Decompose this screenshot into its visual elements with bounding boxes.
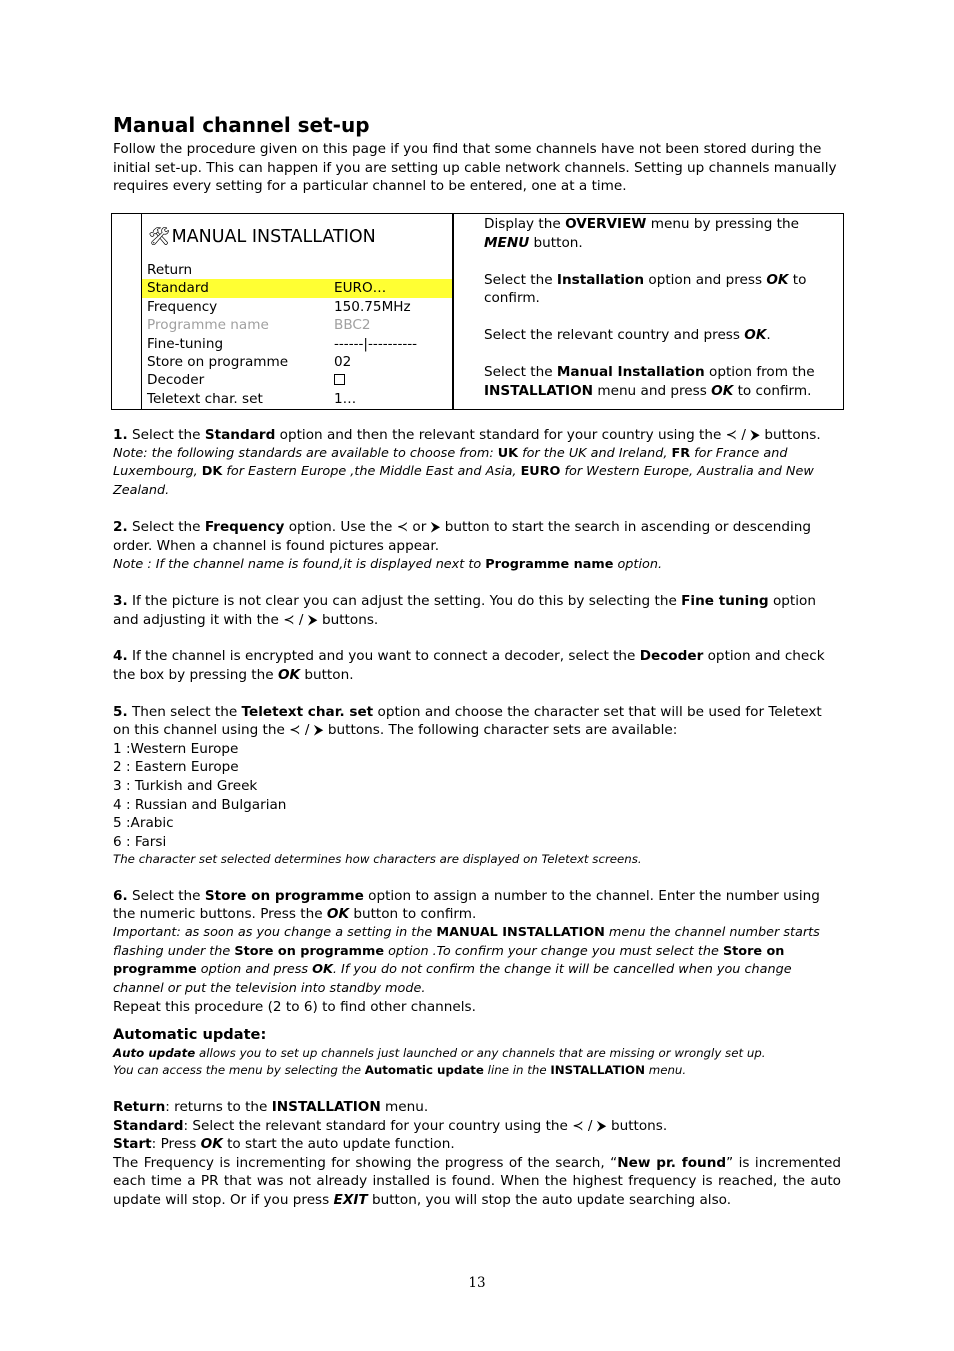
instruction-2: Select the Installation option and press OK to confirm. [484,271,807,307]
menu-item-value: EURO… [334,280,387,297]
step-1-note: Note: the following standards are available to choose from: UK for the UK and Ireland, FR for France and Luxembourg, DK for Eastern Europe ,the Middle East and Asia, EURO for Western Europe, Australia and New Zealand. [113,445,814,498]
menu-rows [142,261,452,408]
instruction-3: Select the relevant country and press OK. [484,327,771,344]
instructions-column [453,214,843,409]
auto-return: Return: returns to the INSTALLATION menu. [113,1098,429,1115]
intro-paragraph: Follow the procedure given on this page if you find that some channels have not been stored during the initial set-up. This can happen if you are setting up cable network channels. Setting up channels manually requires every setting for a particular channel to be entered, one at a time. [113,141,837,195]
automatic-update-heading: Automatic update: [113,1025,267,1043]
auto-standard: Standard: Select the relevant standard for your country using the ≺ / ⮞ buttons. [113,1117,668,1134]
menu-item-label: Standard [147,280,209,297]
instruction-4: Select the Manual Installation option from the INSTALLATION menu and press OK to confirm. [484,364,815,400]
step-2-note: Note : If the channel name is found,it is displayed next to Programme name option. [113,556,663,572]
menu-item-value: 1… [334,390,357,407]
page-title: Manual channel set-up [113,113,370,137]
menu-item-teletext-char-set[interactable] [142,390,452,408]
auto-frequency: The Frequency is incrementing for showing the progress of the search, “New pr. found” is incremented each time a PR that was not already installed is found. When the highest frequency is reached, the auto update will stop. Or if you press EXIT button, you will stop the auto update searching also. [113,1154,841,1208]
menu-item-value: BBC2 [334,317,371,334]
step-4: 4. If the channel is encrypted and you want to connect a decoder, select the Decoder option and check the box by pressing the OK button. [113,648,825,683]
step-6: 6. Select the Store on programme option to assign a number to the channel. Enter the number using the numeric buttons. Press the OK button to confirm. [113,887,820,923]
menu-item-label: Return [147,262,193,278]
tools-icon: 🛠︎ [148,227,171,247]
menu-item-label: Fine-tuning [147,335,224,352]
step-6-important: Important: as soon as you change a setting in the MANUAL INSTALLATION menu the channel number starts flashing under the Store on programme option .To confirm your change you must select the Store on programme option and press OK. If you do not confirm the change it will be cancelled when you change channel or put the television into standby mode. [113,924,820,996]
menu-item-return[interactable] [142,261,452,279]
decoder-checkbox[interactable] [334,371,345,389]
menu-item-value: ------|---------- [334,335,418,352]
auto-update-line-1: Auto update allows you to set up channels just launched or any channels that are missing or wrongly set up. [113,1045,766,1060]
menu-item-fine-tuning[interactable] [142,335,452,353]
menu-item-decoder[interactable] [142,371,452,389]
menu-item-label: Store on programme [147,353,289,370]
repeat-note: Repeat this procedure (2 to 6) to find other channels. [113,999,476,1016]
menu-item-store-on-programme[interactable] [142,353,452,371]
step-1: 1. Select the Standard option and then the relevant standard for your country using the ≺ / ⮞ buttons. [113,427,821,443]
menu-item-programme-name [142,316,452,334]
manual-installation-table [111,213,844,410]
menu-title-text: MANUAL INSTALLATION [171,227,376,247]
menu-item-value: 02 [334,353,352,370]
instruction-1: Display the OVERVIEW menu by pressing the MENU button. [484,216,799,251]
steps-section [113,426,841,1210]
menu-screen [141,214,453,409]
charset-item: 4 : Russian and Bulgarian [113,796,287,813]
menu-item-label: Frequency [147,298,218,315]
step-5-note: The character set selected determines how characters are displayed on Teletext screens. [113,852,642,867]
charset-item: 5 :Arabic [113,815,174,832]
charset-item: 1 :Western Europe [113,740,239,757]
checkbox-icon [334,374,345,385]
menu-title [148,226,376,248]
step-2: 2. Select the Frequency option. Use the ≺ or ⮞ button to start the search in ascending or descending order. When a channel is found pictures appear. [113,519,811,554]
step-3: 3. If the picture is not clear you can adjust the setting. You do this by selecting the Fine tuning option and adjusting it with the ≺ / ⮞ buttons. [113,593,816,628]
auto-update-line-2: You can access the menu by selecting the Automatic update line in the INSTALLATION menu. [113,1063,687,1078]
menu-item-frequency[interactable] [142,298,452,316]
charset-item: 6 : Farsi [113,833,167,850]
auto-start: Start: Press OK to start the auto update function. [113,1136,455,1153]
menu-item-label: Teletext char. set [147,390,263,407]
page-number: 13 [468,1275,486,1291]
charset-item: 2 : Eastern Europe [113,759,239,776]
menu-item-label: Programme name [147,317,269,334]
menu-item-label: Decoder [147,372,205,389]
charset-item: 3 : Turkish and Greek [113,777,258,794]
menu-item-value: 150.75MHz [334,298,411,315]
step-5: 5. Then select the Teletext char. set option and choose the character set that will be used for Teletext on this channel using the ≺ / ⮞ buttons. The following character sets are available: [113,703,822,739]
menu-item-standard[interactable] [142,279,452,297]
